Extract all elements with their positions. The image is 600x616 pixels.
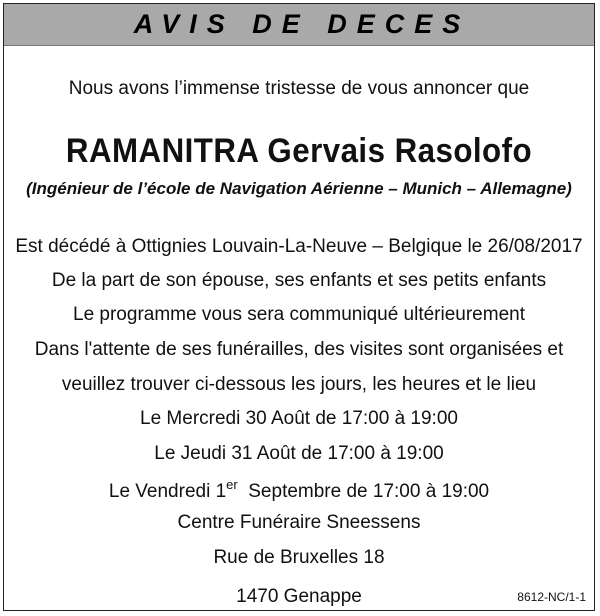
- venue-city: 1470 Genappe: [236, 586, 362, 607]
- notice-header: [4, 4, 594, 46]
- notice-title: AVIS DE DECES: [133, 9, 471, 39]
- friday-superscript: er: [226, 477, 238, 492]
- program-line: Le programme vous sera communiqué ultérieurement: [73, 304, 525, 325]
- deceased-title: (Ingénieur de l’école de Navigation Aérienne – Munich – Allemagne): [26, 179, 572, 198]
- intro-text: Nous avons l’immense tristesse de vous annoncer que: [68, 78, 530, 99]
- schedule-friday: [4, 477, 594, 503]
- venue-name: Centre Funéraire Sneessens: [177, 512, 421, 533]
- schedule-wednesday: Le Mercredi 30 Août de 17:00 à 19:00: [140, 408, 458, 429]
- visits-line: Dans l'attente de ses funérailles, des visites sont organisées et: [34, 339, 564, 360]
- reference-code: 8612-NC/1-1: [517, 590, 586, 604]
- schedule-intro-line: veuillez trouver ci-dessous les jours, les heures et le lieu: [61, 374, 537, 395]
- schedule-thursday: Le Jeudi 31 Août de 17:00 à 19:00: [154, 443, 444, 464]
- friday-suffix: Septembre de 17:00 à 19:00: [237, 481, 490, 502]
- family-line: De la part de son épouse, ses enfants et ses petits enfants: [51, 270, 547, 291]
- death-notice: [3, 3, 595, 611]
- deceased-name: RAMANITRA Gervais Rasolofo: [65, 132, 533, 170]
- friday-prefix: Le Vendredi 1: [108, 481, 227, 502]
- death-announcement: Est décédé à Ottignies Louvain-La-Neuve – Belgique le 26/08/2017: [15, 236, 583, 257]
- venue-street: Rue de Bruxelles 18: [213, 547, 385, 568]
